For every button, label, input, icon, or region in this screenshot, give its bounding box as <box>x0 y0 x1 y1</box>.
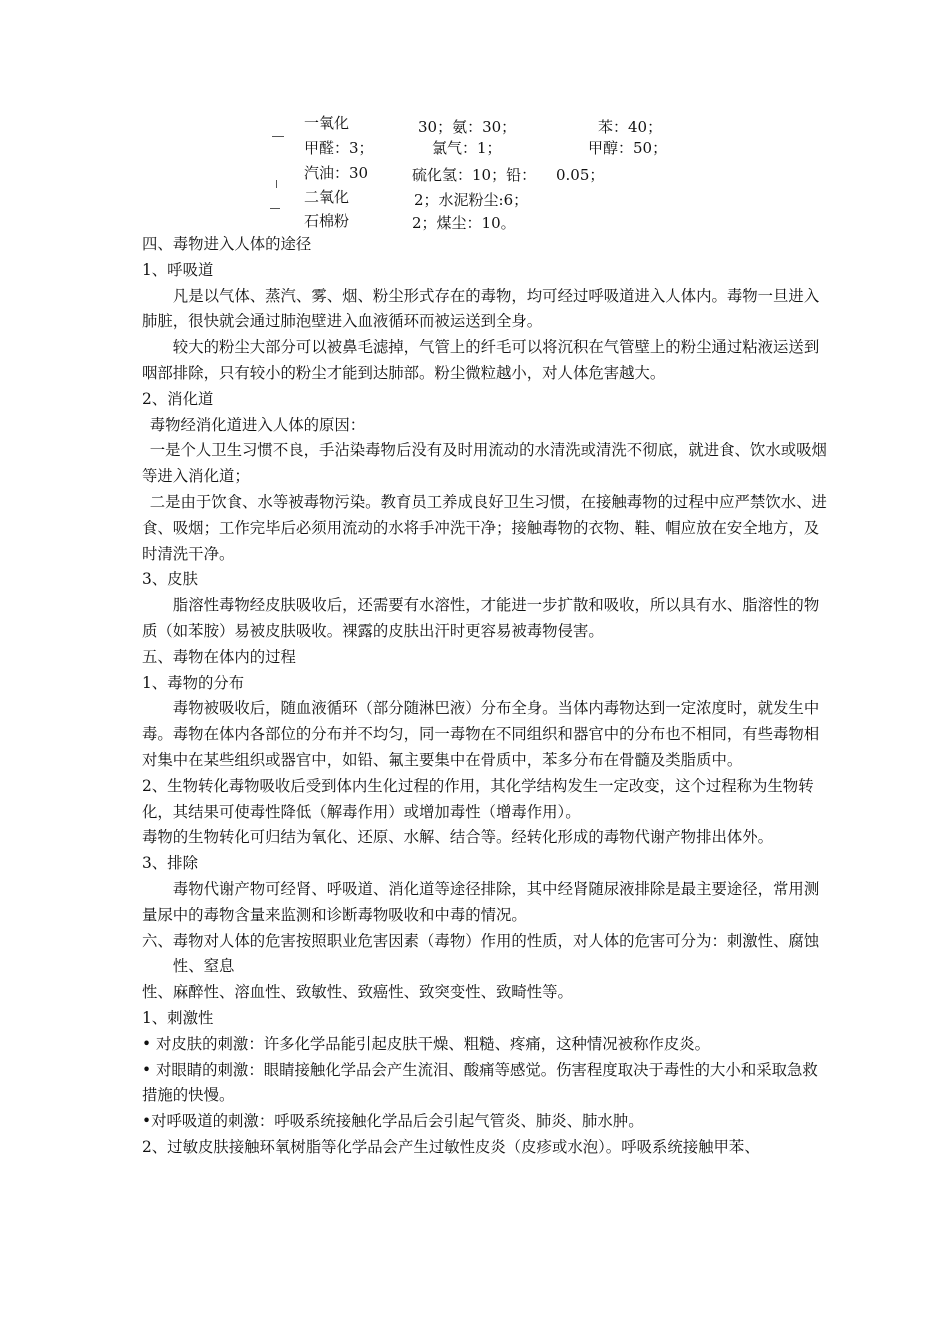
paragraph: 2、生物转化毒物吸收后受到体内生化过程的作用，其化学结构发生一定改变，这个过程称为生物转 <box>142 776 814 795</box>
paragraph: 化，其结果可使毒性降低（解毒作用）或增加毒性（增毒作用）。 <box>142 802 581 821</box>
paragraph: 2、过敏皮肤接触环氧树脂等化学品会产生过敏性皮炎（皮疹或水泡）。呼吸系统接触甲苯、 <box>142 1137 760 1156</box>
paragraph: 较大的粉尘大部分可以被鼻毛滤掉，气管上的纤毛可以将沉积在气管壁上的粉尘通过粘液运送到咽部排除，只有较小的粉尘才能到达肺部。粉尘微粒越小，对人体危害越大。 <box>142 338 820 382</box>
bullet-item: • 对眼睛的刺激：眼睛接触化学品会产生流泪、酸痛等感觉。伤害程度取决于毒性的大小和采取急救措施的快慢。 <box>142 1060 818 1105</box>
limit-cell: 2；煤尘：10。 <box>412 214 516 232</box>
paragraph: 毒物被吸收后，随血液循环（部分随淋巴液）分布全身。当体内毒物达到一定浓度时，就发生中毒。毒物在体内各部位的分布并不均匀，同一毒物在不同组织和器官中的分布也不相同，有些毒物相对集中在某些组织或器官中，如铅、氟主要集中在骨质中，苯多分布在骨髓及类脂质中。 <box>142 699 820 769</box>
scan-mark <box>272 136 284 137</box>
paragraph: 性、麻醉性、溶血性、致敏性、致癌性、致突变性、致畸性等。 <box>142 983 573 1002</box>
bullet-item: •对呼吸道的刺激：呼吸系统接触化学品后会引起气管炎、肺炎、肺水肿。 <box>142 1112 644 1131</box>
limit-cell: 2；水泥粉尘:6； <box>414 191 529 209</box>
paragraph: 毒物代谢产物可经肾、呼吸道、消化道等途径排除，其中经肾随尿液排除是最主要途径，常用测量尿中的毒物含量来监测和诊断毒物吸收和中毒的情况。 <box>142 879 820 924</box>
limit-cell: 0.05； <box>556 166 605 184</box>
subsection-heading: 2、消化道 <box>142 389 214 408</box>
limit-cell: 甲醇：50； <box>588 139 668 157</box>
subsection-heading: 1、刺激性 <box>142 1008 214 1027</box>
limit-cell: 硫化氢：10；铅： <box>412 166 537 184</box>
limit-cell: 石棉粉 <box>304 212 350 230</box>
limit-cell: 30；氨：30； <box>418 118 517 136</box>
section-heading: 六、毒物对人体的危害按照职业危害因素（毒物）作用的性质，对人体的危害可分为：刺激性、腐蚀性、窒息 <box>142 931 820 976</box>
subsection-heading: 3、排除 <box>142 854 198 873</box>
section-heading: 五、毒物在体内的过程 <box>142 647 296 666</box>
paragraph: 脂溶性毒物经皮肤吸收后，还需要有水溶性，才能进一步扩散和吸收，所以具有水、脂溶性的物质（如苯胺）易被皮肤吸收。裸露的皮肤出汗时更容易被毒物侵害。 <box>142 596 820 640</box>
limit-cell: 一氧化 <box>304 114 350 132</box>
limit-cell: 苯：40； <box>598 118 663 136</box>
paragraph: 凡是以气体、蒸汽、雾、烟、粉尘形式存在的毒物，均可经过呼吸道进入人体内。毒物一旦进入肺脏，很快就会通过肺泡壁进入血液循环而被运送到全身。 <box>142 286 820 331</box>
subsection-heading: 1、呼吸道 <box>142 260 214 279</box>
paragraph: 一是个人卫生习惯不良，手沾染毒物后没有及时用流动的水清洗或清洗不彻底，就进食、饮水或吸烟等进入消化道； <box>142 441 827 486</box>
limit-cell: 氯气：1； <box>432 139 502 157</box>
paragraph: 毒物的生物转化可归结为氧化、还原、水解、结合等。经转化形成的毒物代谢产物排出体外。 <box>142 828 774 847</box>
limit-cell: 汽油：30 <box>304 164 369 182</box>
section-heading: 四、毒物进入人体的途径 <box>142 235 312 253</box>
paragraph: 毒物经消化道进入人体的原因： <box>149 415 366 434</box>
paragraph: 二是由于饮食、水等被毒物污染。教育员工养成良好卫生习惯，在接触毒物的过程中应严禁饮水、进食、吸烟；工作完毕后必须用流动的水将手冲洗干净；接触毒物的衣物、鞋、帽应放在安全地方，及时清洗干净。 <box>142 492 827 563</box>
scan-mark <box>270 208 280 209</box>
document-body <box>142 232 830 1161</box>
bullet-item: • 对皮肤的刺激：许多化学品能引起皮肤干燥、粗糙、疼痛，这种情况被称作皮炎。 <box>142 1034 711 1053</box>
limit-cell: 二氧化 <box>304 188 350 206</box>
subsection-heading: 1、毒物的分布 <box>142 673 245 692</box>
limit-cell: 甲醛：3； <box>304 139 374 157</box>
scan-mark <box>276 180 277 188</box>
subsection-heading: 3、皮肤 <box>142 570 198 589</box>
